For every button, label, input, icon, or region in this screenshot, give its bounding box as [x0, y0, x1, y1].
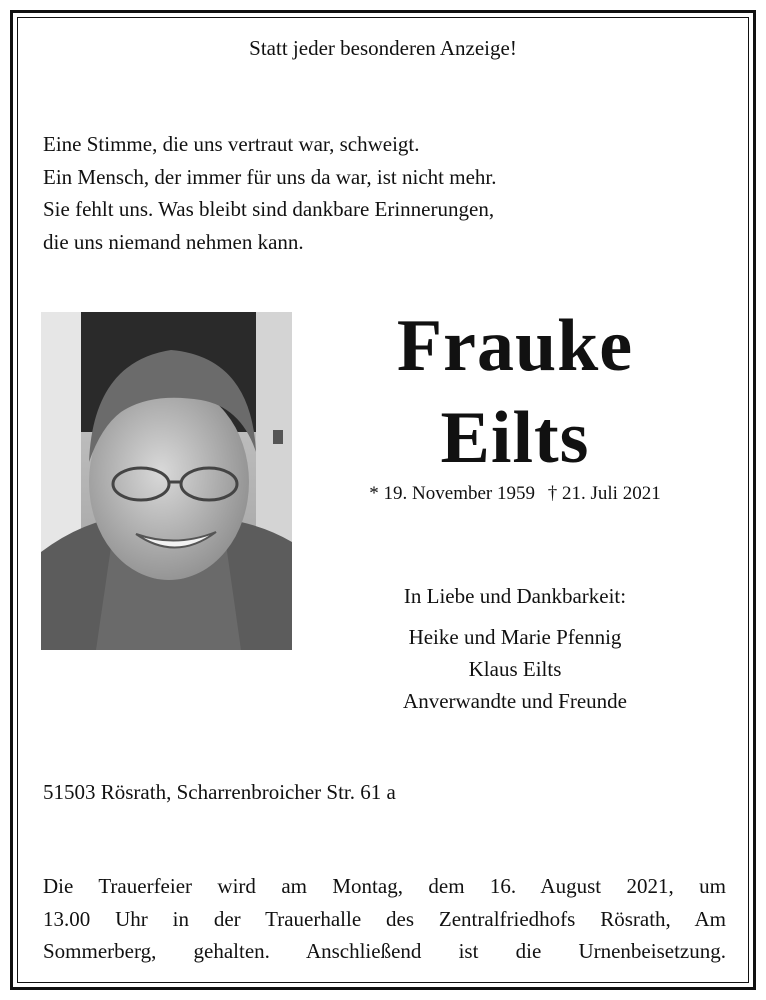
ceremony-notice: [43, 870, 726, 968]
deceased-name: [330, 300, 700, 484]
verse-line: Eine Stimme, die uns vertraut war, schweigt.: [43, 132, 420, 156]
announcement-header: Statt jeder besonderen Anzeige!: [249, 36, 517, 60]
death-date: † 21. Juli 2021: [547, 483, 661, 504]
family-address: 51503 Rösrath, Scharrenbroicher Str. 61 a: [43, 780, 396, 804]
mourners-intro: In Liebe und Dankbarkeit:: [403, 584, 627, 608]
verse-line: die uns niemand nehmen kann.: [43, 229, 304, 254]
mourners-block: [330, 584, 700, 717]
mourners-names: [330, 621, 700, 717]
memorial-verse: [43, 128, 496, 258]
ceremony-line: Die Trauerfeier wird am Montag, dem 16. August 2021, um: [43, 874, 726, 898]
verse-line: Ein Mensch, der immer für uns da war, ist nicht mehr.: [43, 164, 497, 189]
mourner-name: Heike und Marie Pfennig: [408, 625, 622, 649]
mourner-name: Klaus Eilts: [468, 657, 562, 681]
life-dates: [332, 483, 698, 505]
last-name: Eilts: [440, 397, 590, 479]
verse-line: Sie fehlt uns. Was bleibt sind dankbare Erinnerungen,: [43, 197, 495, 221]
birth-date: * 19. November 1959: [369, 483, 535, 504]
first-name: Frauke: [396, 305, 634, 387]
portrait-photo: [41, 312, 292, 650]
ceremony-line: 13.00 Uhr in der Trauerhalle des Zentralfriedhofs Rösrath, Am: [43, 906, 726, 931]
ceremony-line: Sommerberg, gehalten. Anschließend ist die Urnenbeisetzung.: [43, 939, 726, 963]
mourner-name: Anverwandte und Freunde: [403, 689, 627, 713]
